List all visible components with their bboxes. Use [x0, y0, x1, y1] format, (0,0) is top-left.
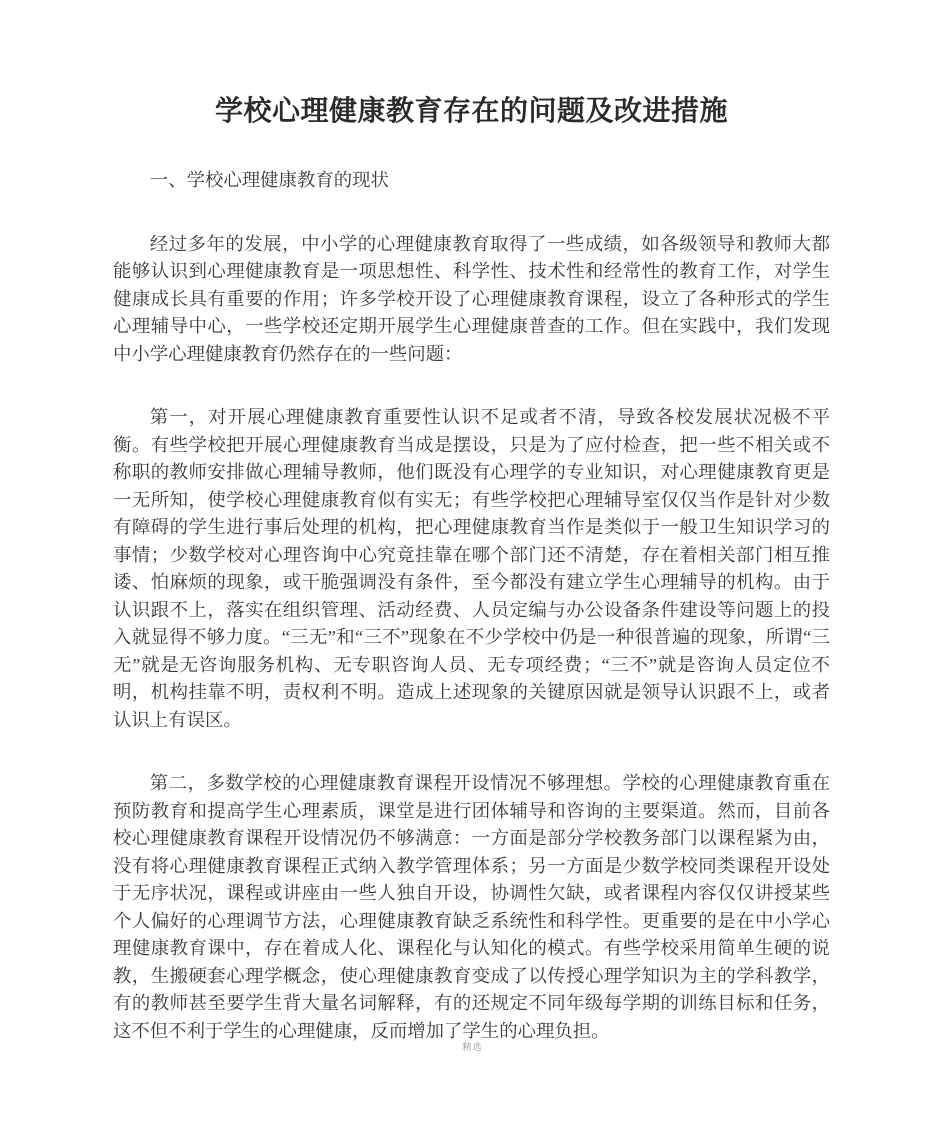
paragraph-intro: 经过多年的发展，中小学的心理健康教育取得了一些成绩，如各级领导和教师大都能够认识到心理健康教育是一项思想性、科学性、技术性和经常性的教育工作，对学生健康成长具有重要的作用；许多学校开设了心理健康教育课程，设立了各种形式的学生心理辅导中心，一些学校还定期开展学生心理健康普查的工作。但在实践中，我们发现中小学心理健康教育仍然存在的一些问题： [113, 233, 830, 364]
footer-watermark: 精选 [462, 1042, 483, 1052]
document-title: 学校心理健康教育存在的问题及改进措施 [214, 96, 728, 127]
paragraph-problem-two: 第二，多数学校的心理健康教育课程开设情况不够理想。学校的心理健康教育重在预防教育和提高学生心理素质，课堂是进行团体辅导和咨询的主要渠道。然而，目前各校心理健康教育课程开设情况仍不够满意：一方面是部分学校教务部门以课程紧为由，没有将心理健康教育课程正式纳入教学管理体系；另一方面是少数学校同类课程开设处于无序状况，课程或讲座由一些人独自开设，协调性欠缺，或者课程内容仅仅讲授某些个人偏好的心理调节方法，心理健康教育缺乏系统性和科学性。更重要的是在中小学心理健康教育课中，存在着成人化、课程化与认知化的模式。有些学校采用简单生硬的说教，生搬硬套心理学概念，使心理健康教育变成了以传授心理学知识为主的学科教学，有的教师甚至要学生背大量名词解释，有的还规定不同年级每学期的训练目标和任务，这不但不利于学生的心理健康，反而增加了学生的心理负担。 [113, 773, 830, 1041]
paragraph-problem-one: 第一，对开展心理健康教育重要性认识不足或者不清，导致各校发展状况极不平衡。有些学校把开展心理健康教育当成是摆设，只是为了应付检查，把一些不相关或不称职的教师安排做心理辅导教师，他们既没有心理学的专业知识，对心理健康教育更是一无所知，使学校心理健康教育似有实无；有些学校把心理辅导室仅仅当作是针对少数有障碍的学生进行事后处理的机构，把心理健康教育当作是类似于一般卫生知识学习的事情；少数学校对心理咨询中心究竟挂靠在哪个部门还不清楚，存在着相关部门相互推诿、怕麻烦的现象，或干脆强调没有条件，至今都没有建立学生心理辅导的机构。由于认识跟不上，落实在组织管理、活动经费、人员定编与办公设备条件建设等问题上的投入就显得不够力度。“三无”和“三不”现象在不少学校中仍是一种很普遍的现象，所谓“三无”就是无咨询服务机构、无专职咨询人员、无专项经费；“三不”就是咨询人员定位不明，机构挂靠不明，责权利不明。造成上述现象的关键原因就是领导认识跟不上，或者认识上有误区。 [113, 407, 830, 730]
document-body [113, 231, 830, 1046]
section-heading-current-status: 一、学校心理健康教育的现状 [149, 170, 389, 190]
